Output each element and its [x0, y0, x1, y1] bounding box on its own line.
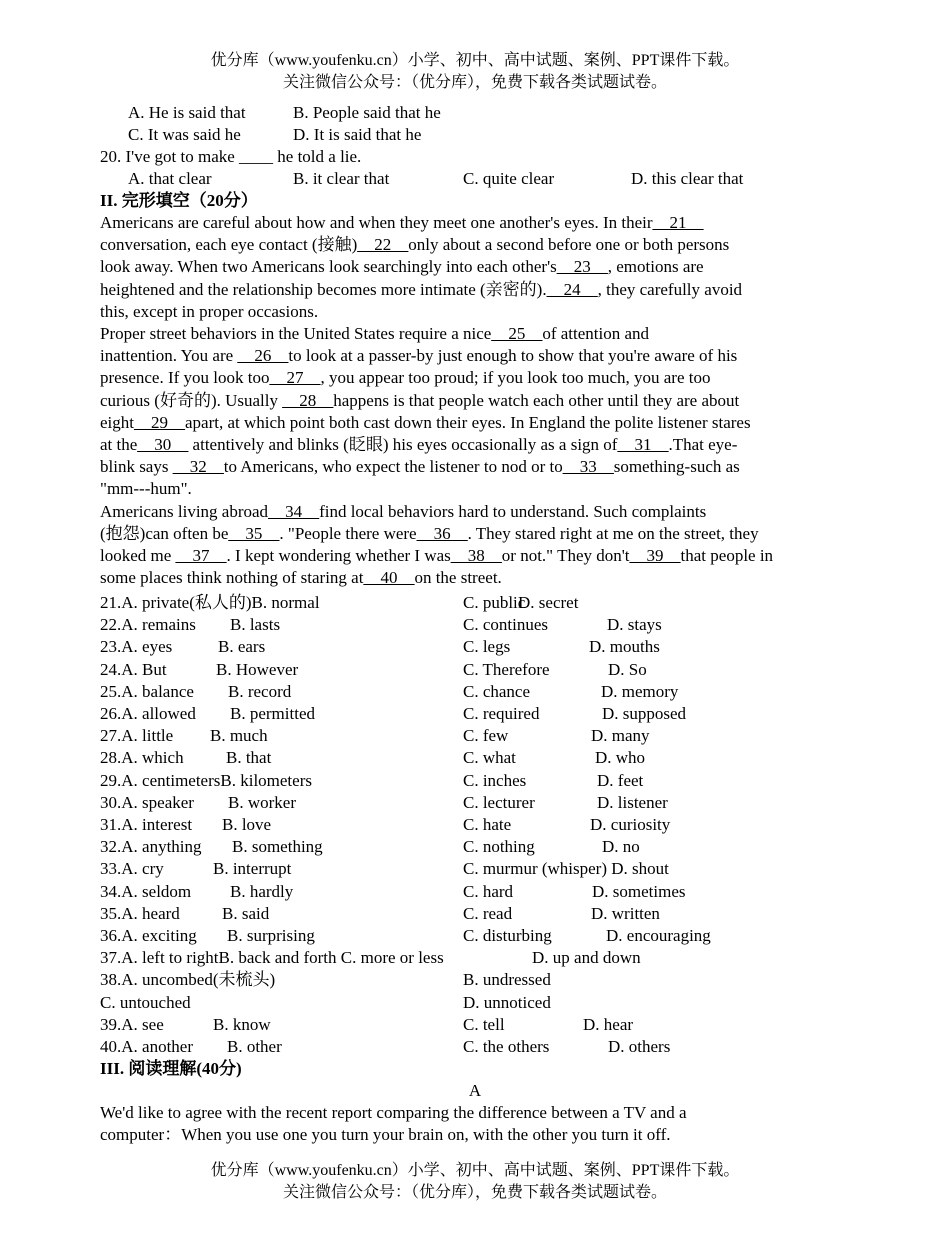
- option-29-d: D. feet: [597, 770, 644, 790]
- cloze-line: [100, 301, 318, 323]
- option-22-a: 22.A. remains: [100, 615, 196, 635]
- cloze-text: conversation, each eye contact (接触): [100, 235, 358, 255]
- cloze-text: apart, at which point both cast down their eyes. In England the polite listener stares: [185, 412, 751, 432]
- option-32-a: 32.A. anything: [100, 837, 202, 857]
- cloze-blank: __31__: [617, 435, 669, 454]
- option-34-c: C. hard: [463, 881, 514, 901]
- option-24-d: D. So: [608, 659, 647, 679]
- option-23-b: B. ears: [218, 637, 266, 657]
- q19-option-a: A. He is said that: [128, 103, 246, 122]
- passage-line-2: computer：When you use one you turn your brain on, with the other you turn it off.: [100, 1125, 671, 1144]
- option-30-b: B. worker: [228, 792, 296, 812]
- option-26-a: 26.A. allowed: [100, 704, 196, 723]
- option-30-c: C. lecturer: [463, 792, 535, 812]
- cloze-text: attentively and blinks (眨眼) his eyes occasionally as a sign of: [188, 435, 618, 454]
- cloze-line: [100, 545, 773, 567]
- option-26-d: D. supposed: [602, 704, 687, 723]
- cloze-text: . "People there were: [279, 523, 417, 543]
- cloze-text: Americans living abroad: [100, 501, 269, 521]
- option-31-c: C. hate: [463, 815, 512, 834]
- option-32-d: D. no: [602, 837, 640, 857]
- option-29-a: 29.A. centimetersB. kilometers: [100, 770, 312, 790]
- option-38-a: 38.A. uncombed(未梳头): [100, 970, 276, 990]
- cloze-text: that people in: [680, 546, 774, 565]
- option-41-d: D. others: [608, 1037, 671, 1056]
- cloze-text: , they carefully avoid: [597, 279, 743, 299]
- option-36-d: D. encouraging: [606, 926, 711, 945]
- q20-option-a: A. that clear: [128, 169, 212, 188]
- option-33-b: B. interrupt: [213, 859, 292, 879]
- option-30-d: D. listener: [597, 792, 668, 812]
- cloze-text: look away. When two Americans look searchingly into each other's: [100, 257, 557, 277]
- option-25-d: D. memory: [601, 681, 679, 701]
- cloze-text: only about a second before one or both persons: [408, 235, 730, 255]
- cloze-line: [100, 412, 751, 434]
- option-26-b: B. permitted: [230, 704, 315, 723]
- q19-option-b: B. People said that he: [293, 103, 441, 122]
- passage-label: A: [468, 1081, 482, 1100]
- option-34-d: D. sometimes: [592, 881, 686, 901]
- cloze-text: presence. If you look too: [100, 368, 270, 388]
- option-24-c: C. Therefore: [463, 659, 550, 679]
- option-35-a: 35.A. heard: [100, 903, 180, 923]
- cloze-blank: __39__: [629, 546, 681, 565]
- cloze-blank: __35__: [228, 523, 280, 543]
- option-22-b: B. lasts: [230, 615, 281, 635]
- option-27-b: B. much: [210, 726, 268, 746]
- option-39-a: C. untouched: [100, 992, 191, 1012]
- cloze-text: on the street.: [414, 568, 502, 588]
- option-26-c: C. required: [463, 704, 540, 723]
- option-41-c: C. the others: [463, 1037, 550, 1056]
- option-30-a: 30.A. speaker: [100, 792, 194, 812]
- cloze-text: Proper street behaviors in the United States require a nice: [100, 324, 492, 343]
- cloze-line: [100, 279, 742, 301]
- option-37-d: D. up and down: [532, 948, 641, 968]
- option-38-c: B. undressed: [463, 970, 551, 990]
- option-40-c: C. tell: [463, 1014, 505, 1034]
- cloze-line: [100, 434, 737, 456]
- cloze-blank: __26__: [237, 346, 289, 366]
- cloze-text: . I kept wondering whether I was: [226, 546, 451, 565]
- option-27-d: D. many: [591, 726, 650, 746]
- cloze-line: [100, 456, 740, 478]
- option-21-a: 21.A. private(私人的)B. normal: [100, 593, 320, 612]
- q20-option-d: D. this clear that: [631, 169, 744, 188]
- cloze-text: . They stared right at me on the street, they: [467, 523, 759, 543]
- cloze-blank: __40__: [363, 568, 415, 588]
- option-33-c: C. murmur (whisper) D. shout: [463, 859, 669, 879]
- cloze-text: to Americans, who expect the listener to nod or to: [223, 457, 563, 477]
- page-header-line1: 优分库（www.youfenku.cn）小学、初中、高中试题、案例、PPT课件下载。: [210, 52, 740, 69]
- option-28-b: B. that: [226, 748, 272, 768]
- cloze-line: [100, 256, 704, 278]
- option-21-c: C. public: [463, 593, 526, 612]
- q19-option-c: C. It was said he: [128, 125, 241, 144]
- cloze-text: heightened and the relationship becomes more intimate (亲密的).: [100, 279, 547, 299]
- option-40-b: B. know: [213, 1014, 271, 1034]
- passage-line-1: We'd like to agree with the recent report comparing the difference between a TV and a: [100, 1103, 687, 1122]
- option-31-a: 31.A. interest: [100, 815, 193, 834]
- cloze-text: blink says: [100, 457, 173, 477]
- cloze-line: [100, 367, 710, 389]
- cloze-blank: __38__: [450, 546, 502, 565]
- option-23-a: 23.A. eyes: [100, 637, 173, 657]
- option-25-c: C. chance: [463, 681, 531, 701]
- option-37-a: 37.A. left to rightB. back and forth C. more or less: [100, 948, 444, 968]
- cloze-blank: __34__: [268, 501, 320, 521]
- option-35-c: C. read: [463, 903, 513, 923]
- option-27-a: 27.A. little: [100, 726, 174, 746]
- option-40-a: 39.A. see: [100, 1014, 164, 1034]
- cloze-text: inattention. You are: [100, 346, 238, 366]
- cloze-blank: __24__: [546, 279, 598, 299]
- option-25-a: 25.A. balance: [100, 681, 194, 701]
- cloze-blank: __21__: [652, 213, 704, 232]
- cloze-line: [100, 234, 729, 256]
- q20-option-b: B. it clear that: [293, 169, 390, 188]
- cloze-text: curious (好奇的). Usually: [100, 390, 283, 410]
- option-28-c: C. what: [463, 748, 516, 768]
- cloze-blank: __23__: [556, 257, 608, 277]
- cloze-text: happens is that people watch each other until they are about: [333, 390, 740, 410]
- cloze-text: Americans are careful about how and when they meet one another's eyes. In their: [100, 213, 653, 232]
- section-reading-title: III. 阅读理解(40分): [100, 1059, 242, 1078]
- option-34-b: B. hardly: [230, 881, 294, 901]
- option-41-b: B. other: [227, 1037, 282, 1056]
- q20-stem: 20. I've got to make ____ he told a lie.: [100, 147, 362, 166]
- option-36-c: C. disturbing: [463, 926, 552, 945]
- option-29-c: C. inches: [463, 770, 527, 790]
- cloze-blank: __37__: [175, 546, 227, 565]
- cloze-line: [100, 345, 737, 367]
- cloze-text: .That eye-: [668, 435, 738, 454]
- cloze-blank: __27__: [269, 368, 321, 388]
- cloze-blank: __30__: [137, 435, 189, 454]
- option-23-d: D. mouths: [589, 637, 660, 657]
- cloze-blank: __28__: [282, 390, 334, 410]
- cloze-text: , emotions are: [607, 257, 704, 277]
- option-36-a: 36.A. exciting: [100, 926, 197, 945]
- page-footer-line1: 优分库（www.youfenku.cn）小学、初中、高中试题、案例、PPT课件下载。: [210, 1162, 740, 1179]
- option-32-c: C. nothing: [463, 837, 535, 857]
- cloze-text: something-such as: [613, 457, 740, 477]
- option-21-d: D. secret: [518, 593, 579, 612]
- cloze-text: (抱怨)can often be: [100, 523, 229, 543]
- option-24-a: 24.A. But: [100, 659, 167, 679]
- option-31-d: D. curiosity: [590, 815, 671, 834]
- option-41-a: 40.A. another: [100, 1037, 194, 1056]
- option-28-d: D. who: [595, 748, 646, 768]
- cloze-line: [100, 478, 192, 500]
- cloze-blank: __33__: [562, 457, 614, 477]
- option-24-b: B. However: [216, 659, 299, 679]
- option-25-b: B. record: [228, 681, 292, 701]
- q19-option-d: D. It is said that he: [293, 125, 422, 144]
- cloze-text: , you appear too proud; if you look too much, you are too: [320, 368, 711, 388]
- cloze-line: [100, 501, 706, 523]
- cloze-line: [100, 323, 649, 345]
- option-32-b: B. something: [232, 837, 323, 857]
- option-35-d: D. written: [591, 903, 660, 923]
- cloze-text: at the: [100, 435, 138, 454]
- option-33-a: 33.A. cry: [100, 859, 164, 879]
- page-header-line2: 关注微信公众号：（优分库），免费下载各类试题试卷。: [282, 74, 667, 91]
- option-36-b: B. surprising: [227, 926, 315, 945]
- cloze-line: [100, 390, 739, 412]
- section-cloze-title: II. 完形填空（20分）: [100, 191, 258, 210]
- option-22-d: D. stays: [607, 615, 662, 635]
- option-31-b: B. love: [222, 815, 272, 834]
- cloze-text: some places think nothing of staring at: [100, 568, 364, 588]
- cloze-text: eight: [100, 412, 134, 432]
- cloze-text: to look at a passer-by just enough to show that you're aware of his: [288, 346, 738, 366]
- option-22-c: C. continues: [463, 615, 548, 635]
- cloze-line: [100, 567, 502, 589]
- q20-option-c: C. quite clear: [463, 169, 555, 188]
- option-27-c: C. few: [463, 726, 509, 746]
- option-28-a: 28.A. which: [100, 748, 184, 768]
- cloze-text: or not." They don't: [501, 546, 630, 565]
- option-39-c: D. unnoticed: [463, 992, 551, 1012]
- cloze-line: [100, 523, 759, 545]
- cloze-blank: __32__: [172, 457, 224, 477]
- cloze-blank: __22__: [357, 235, 409, 255]
- cloze-text: "mm---hum".: [100, 479, 192, 499]
- option-23-c: C. legs: [463, 637, 511, 657]
- cloze-text: looked me: [100, 546, 176, 565]
- option-35-b: B. said: [222, 903, 270, 923]
- page-footer-line2: 关注微信公众号：（优分库），免费下载各类试题试卷。: [282, 1184, 667, 1201]
- cloze-blank: __25__: [491, 324, 543, 343]
- option-34-a: 34.A. seldom: [100, 881, 192, 901]
- option-40-d: D. hear: [583, 1014, 634, 1034]
- cloze-blank: __29__: [134, 412, 185, 432]
- cloze-text: find local behaviors hard to understand. Such complaints: [319, 501, 707, 521]
- cloze-line: [100, 212, 704, 234]
- cloze-blank: __36__: [416, 523, 468, 543]
- cloze-text: this, except in proper occasions.: [100, 301, 319, 321]
- cloze-text: of attention and: [542, 324, 650, 343]
